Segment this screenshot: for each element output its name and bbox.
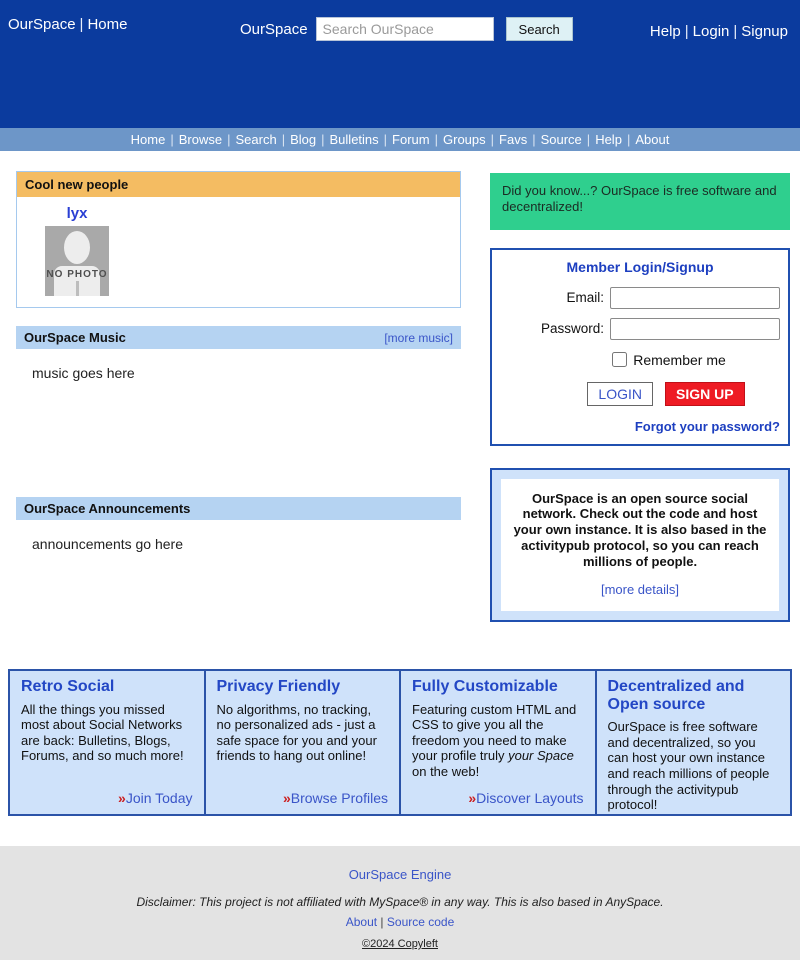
arrow-icon: »: [118, 790, 126, 806]
search-label: OurSpace: [240, 20, 308, 38]
nav-item-help[interactable]: Help: [595, 132, 622, 147]
feature-title: Privacy Friendly: [216, 678, 341, 695]
feature-body-text: on the web!: [412, 763, 480, 779]
nav-separator: |: [170, 132, 174, 147]
feature-body: All the things you missed most about Social Networks are back: Bulletins, Blogs, Forums, and so much more!: [21, 701, 184, 764]
avatar-legs-gap: [76, 281, 79, 296]
password-field[interactable]: [610, 318, 780, 340]
nav-separator: |: [532, 132, 536, 147]
arrow-icon: »: [468, 790, 477, 806]
email-label: Email:: [566, 290, 604, 305]
password-row: [500, 318, 780, 340]
feature-privacy-friendly: [204, 671, 400, 814]
help-link[interactable]: Help: [649, 23, 681, 40]
more-music-link[interactable]: [more music]: [384, 330, 453, 345]
more-details-link[interactable]: [more details]: [600, 581, 680, 597]
feature-fully-customizable: [399, 671, 595, 814]
nav-item-home[interactable]: Home: [130, 132, 166, 147]
nav-separator: |: [586, 132, 591, 147]
nav-separator: |: [626, 132, 631, 147]
nav-item-browse[interactable]: Browse: [178, 132, 223, 147]
brand-link[interactable]: OurSpace: [8, 16, 76, 33]
music-panel-title: OurSpace Music: [24, 330, 126, 345]
nav-item-bulletins[interactable]: Bulletins: [329, 132, 379, 147]
nav-separator: |: [383, 132, 388, 147]
did-you-know-box: Did you know...? OurSpace is free software and decentralized!: [490, 173, 790, 230]
announcements-panel-title: OurSpace Announcements: [24, 501, 191, 516]
main-content: [0, 151, 800, 669]
nav-item-about[interactable]: About: [635, 132, 670, 147]
cool-new-people-header: Cool new people: [17, 172, 460, 197]
feature-title: Fully Customizable: [412, 678, 558, 695]
search-area: [240, 17, 573, 41]
user-card: [25, 205, 129, 296]
nav-separator: |: [321, 132, 325, 147]
feature-link-row: [21, 790, 193, 806]
announcements-panel: [16, 497, 461, 610]
remember-checkbox[interactable]: [612, 352, 627, 367]
nav-separator: |: [281, 132, 286, 147]
open-source-info-text: OurSpace is an open source social network. Check out the code and host your own instance. It is also based in the activitypub protocol, so you can reach millions of people.: [513, 490, 767, 569]
forgot-password-row: [500, 418, 780, 436]
remember-me-row: [500, 352, 780, 368]
login-link[interactable]: Login: [692, 23, 730, 40]
feature-body-text: Featuring custom HTML and CSS to give you all the freedom you need to make your profile truly: [412, 701, 577, 764]
header-separator: |: [684, 23, 689, 40]
feature-title: Retro Social: [21, 678, 115, 695]
login-button[interactable]: LOGIN: [587, 382, 653, 406]
nav-bar: [0, 128, 800, 151]
feature-body: No algorithms, no tracking, no personalized ads - just a safe space for you and your friends to hang out online!: [216, 701, 377, 764]
login-box-title: Member Login/Signup: [566, 258, 714, 275]
email-row: [500, 287, 780, 309]
feature-title: Decentralized and Open source: [607, 678, 745, 713]
feature-link-row: [217, 790, 389, 806]
source-code-link[interactable]: Source code: [386, 915, 455, 929]
search-input[interactable]: [316, 17, 494, 41]
feature-body: [412, 702, 584, 780]
signup-link[interactable]: Signup: [741, 23, 788, 40]
discover-layouts-link[interactable]: Discover Layouts: [476, 790, 584, 806]
join-today-link[interactable]: Join Today: [125, 790, 193, 806]
feature-body-italic: your Space: [508, 748, 574, 764]
arrow-icon: »: [282, 790, 291, 806]
nav-separator: |: [434, 132, 438, 147]
nav-item-forum[interactable]: Forum: [392, 132, 430, 147]
login-buttons-row: [500, 382, 780, 406]
forgot-password-link[interactable]: Forgot your password?: [634, 418, 780, 434]
nav-item-search[interactable]: Search: [235, 132, 277, 147]
feature-body: OurSpace is free software and decentralized, so you can host your own instance and reach millions of people through the activitypub protocol!: [607, 719, 770, 813]
auth-links: [650, 23, 788, 40]
nav-separator: |: [490, 132, 495, 147]
nav-item-blog[interactable]: Blog: [290, 132, 317, 147]
signup-button[interactable]: SIGN UP: [665, 382, 745, 406]
music-panel-header: [16, 326, 461, 349]
nav-item-groups[interactable]: Groups: [443, 132, 486, 147]
about-link[interactable]: About: [345, 915, 378, 929]
copyright-link[interactable]: ©2024 Copyleft: [362, 938, 438, 950]
feature-retro-social: [10, 671, 204, 814]
header-separator: |: [79, 16, 84, 33]
music-panel: [16, 326, 461, 479]
no-photo-avatar[interactable]: [45, 226, 109, 296]
announcements-panel-content: announcements go here: [32, 536, 183, 552]
home-link[interactable]: Home: [87, 16, 128, 33]
avatar-head-shape: [64, 231, 90, 264]
music-panel-content: music goes here: [32, 365, 135, 381]
right-column: [490, 173, 790, 622]
open-source-info-box: [490, 468, 790, 622]
feature-decentralized: [595, 671, 791, 814]
brand-area: [8, 16, 127, 33]
feature-link-row: [412, 790, 584, 806]
cool-new-people-body: [17, 197, 460, 307]
cool-new-people-box: [16, 171, 461, 308]
user-profile-link[interactable]: lyx: [66, 205, 88, 222]
feature-columns: [8, 669, 792, 816]
open-source-info-inner: [501, 479, 779, 611]
no-photo-label: NO PHOTO: [46, 269, 108, 280]
nav-item-source[interactable]: Source: [540, 132, 582, 147]
remember-label: Remember me: [633, 351, 726, 368]
password-label: Password:: [540, 321, 604, 336]
email-field[interactable]: [610, 287, 780, 309]
search-button[interactable]: Search: [506, 17, 573, 41]
footer-separator: |: [380, 915, 384, 929]
left-column: [16, 171, 461, 610]
top-header: [0, 0, 800, 128]
announcements-panel-header: [16, 497, 461, 520]
header-separator: |: [733, 23, 738, 40]
footer: [0, 846, 800, 960]
nav-item-favs[interactable]: Favs: [499, 132, 528, 147]
member-login-box: [490, 248, 790, 446]
browse-profiles-link[interactable]: Browse Profiles: [290, 790, 388, 806]
footer-disclaimer: Disclaimer: This project is not affiliated with MySpace® in any way. This is also based in AnySpace.: [136, 895, 664, 909]
ourspace-engine-link[interactable]: OurSpace Engine: [348, 867, 452, 882]
nav-separator: |: [227, 132, 231, 147]
footer-links: [0, 915, 800, 929]
